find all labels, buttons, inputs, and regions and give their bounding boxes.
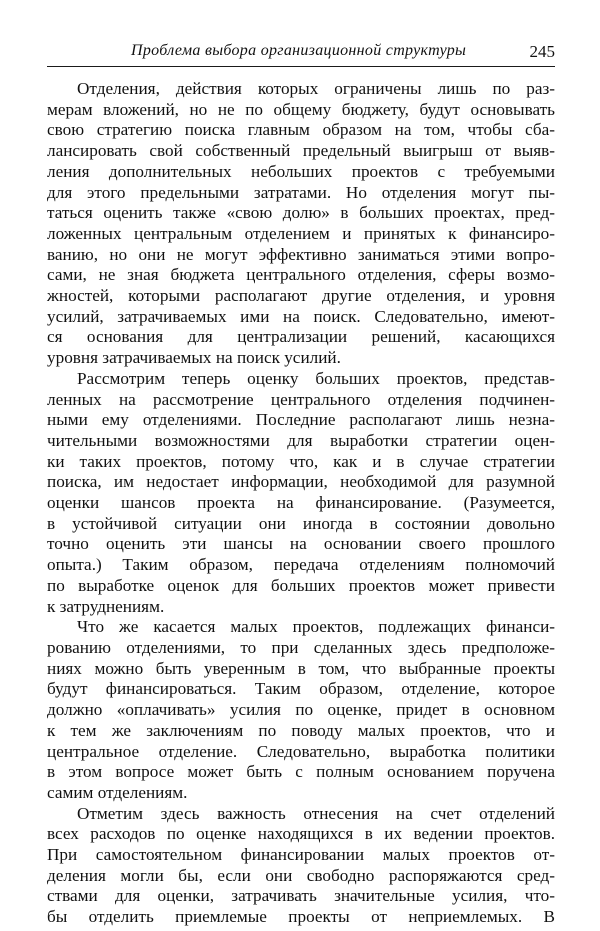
text-line: в устойчивой ситуации они иногда в состоянии довольно xyxy=(47,513,555,533)
text-line: деления могли бы, если они свободно распоряжаются сред- xyxy=(47,865,555,885)
text-line: к затруднениям. xyxy=(47,596,165,616)
text-line: поиска, им недостает информации, необходимой для разумной xyxy=(47,472,555,492)
text-line: свою стратегию поиска главным образом на том, чтобы сба- xyxy=(47,120,555,140)
text-line: ниях можно быть уверенным в том, что выбранные проекты xyxy=(47,658,555,678)
paragraph xyxy=(47,804,555,928)
text-line: самим отделениям. xyxy=(47,782,188,802)
text-line: для этого предельными затратами. Но отделения могут пы- xyxy=(47,182,555,202)
text-line: уровня затрачиваемых на поиск усилий. xyxy=(47,348,341,368)
running-title: Проблема выбора организационной структуры xyxy=(131,42,467,59)
body-text xyxy=(47,79,555,928)
text-line: усилий, затрачиваемых ими на поиск. Следовательно, имеют- xyxy=(47,306,555,326)
text-line: При самостоятельном финансировании малых проектов от- xyxy=(47,845,555,865)
text-line: по выработке оценок для больших проектов может привести xyxy=(47,575,555,595)
text-line: ки таких проектов, потому что, как и в случае стратегии xyxy=(47,451,555,471)
text-line: в этом вопросе может быть с полным основанием поручена xyxy=(47,762,555,782)
text-line: ложенных центральным отделением и принятых к финансиро- xyxy=(47,223,555,243)
paragraph xyxy=(47,617,555,803)
text-line: ся основания для централизации решений, касающихся xyxy=(47,327,555,347)
text-line: сами, не зная бюджета центрального отделения, сферы возмо- xyxy=(47,265,555,285)
text-line: ления дополнительных небольших проектов с требуемыми xyxy=(47,161,555,181)
text-line: лансировать свой собственный предельный выигрыш от выяв- xyxy=(47,141,555,161)
book-page xyxy=(47,0,555,931)
text-line: центральное отделение. Следовательно, выработка политики xyxy=(47,741,555,761)
text-line: Что же касается малых проектов, подлежащих финанси- xyxy=(77,617,555,637)
text-line: чительными возможностями для выработки стратегии оцен- xyxy=(47,430,555,450)
text-line: ленных на рассмотрение центрального отделения подчинен- xyxy=(47,389,555,409)
text-line: должно «оплачивать» усилия по оценке, придет в основном xyxy=(47,700,555,720)
text-line: ствами для оценки, затрачивать значительные усилия, что- xyxy=(47,886,555,906)
text-line: опыта.) Таким образом, передача отделениям полномочий xyxy=(47,555,555,575)
text-line: оценки шансов проекта на финансирование. (Разумеется, xyxy=(47,493,555,513)
running-head xyxy=(47,40,555,67)
text-line: ными ему отделениями. Последние располагают лишь незна- xyxy=(47,410,555,430)
text-line: всех расходов по оценке находящихся в их ведении проектов. xyxy=(47,824,555,844)
text-line: мерам вложений, но не по общему бюджету, будут основывать xyxy=(47,99,555,119)
text-line: Отметим здесь важность отнесения на счет отделений xyxy=(77,803,555,823)
paragraph xyxy=(47,369,555,617)
text-line: ванию, но они не могут эффективно заниматься этими вопро- xyxy=(47,244,555,264)
page-number: 245 xyxy=(529,42,555,61)
text-line: рованию отделениями, то при сделанных здесь предположе- xyxy=(47,637,555,657)
paragraph xyxy=(47,79,555,369)
text-line: бы отделить приемлемые проекты от неприемлемых. В xyxy=(47,907,555,927)
text-line: Рассмотрим теперь оценку больших проектов, представ- xyxy=(77,368,555,388)
text-line: к тем же заключениям по поводу малых проектов, что и xyxy=(47,720,555,740)
text-line: Отделения, действия которых ограничены лишь по раз- xyxy=(77,79,555,98)
text-line: жностей, которыми располагают другие отделения, и уровня xyxy=(47,286,555,306)
text-line: таться оценить также «свою долю» в больших проектах, пред- xyxy=(47,203,555,223)
text-line: будут финансироваться. Таким образом, отделение, которое xyxy=(47,679,555,699)
text-line: точно оценить эти шансы на основании своего прошлого xyxy=(47,534,555,554)
